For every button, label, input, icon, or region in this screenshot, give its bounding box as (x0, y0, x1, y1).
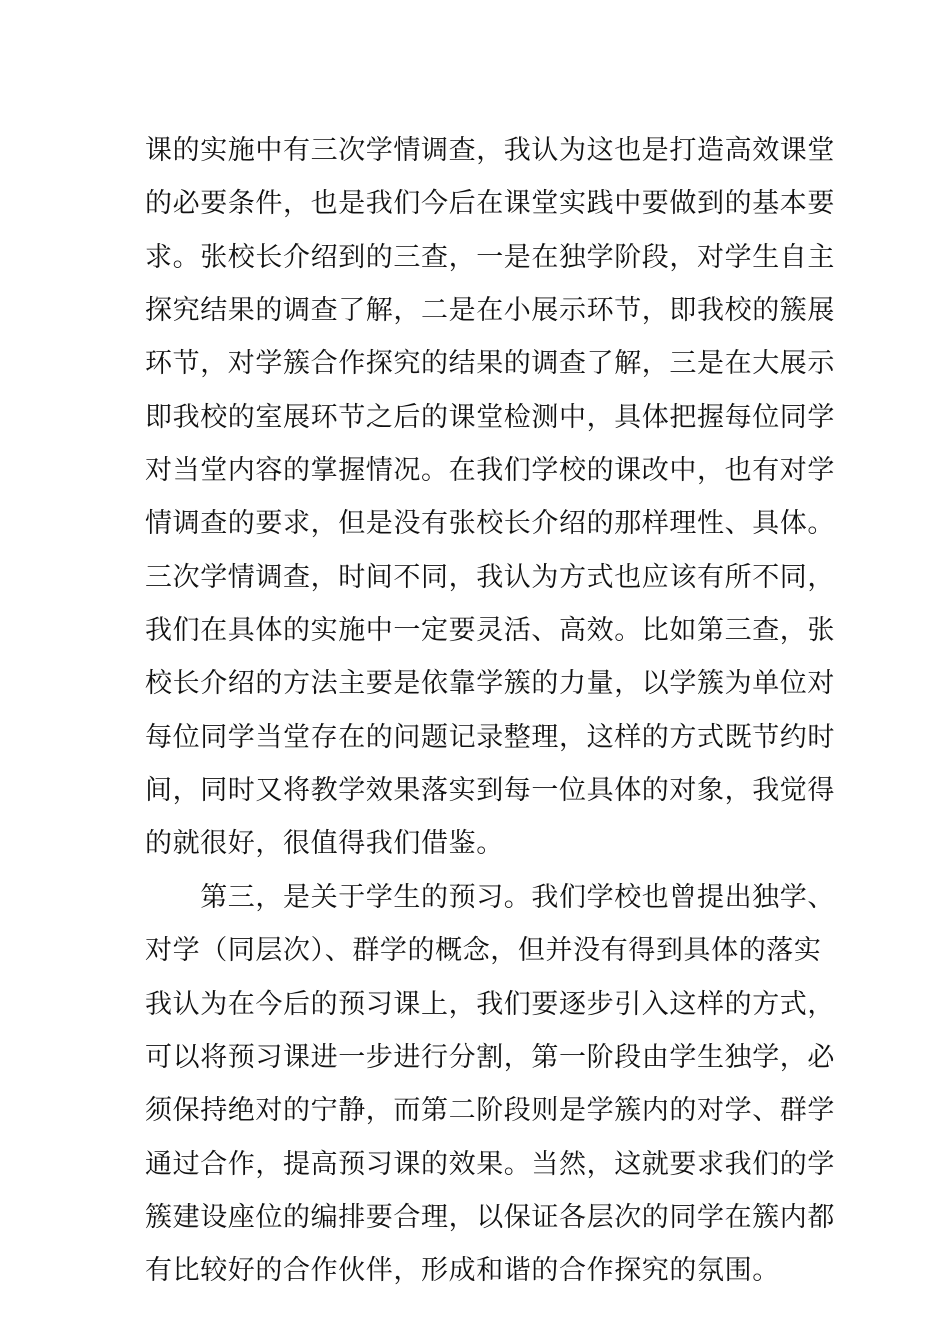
text-line: 的必要条件，也是我们今后在课堂实践中要做到的基本要 (145, 188, 835, 220)
text-line: 环节，对学簇合作探究的结果的调查了解，三是在大展示 (145, 348, 835, 380)
paragraph-start-line: 第三，是关于学生的预习。我们学校也曾提出独学、 (145, 881, 835, 913)
text-line: 须保持绝对的宁静，而第二阶段则是学簇内的对学、群学 (145, 1095, 835, 1127)
text-line: 每位同学当堂存在的问题记录整理，这样的方式既节约时 (145, 721, 835, 753)
text-line: 课的实施中有三次学情调查，我认为这也是打造高效课堂 (145, 135, 835, 166)
text-line: 情调查的要求，但是没有张校长介绍的那样理性、具体。 (145, 508, 835, 540)
text-line: 通过合作，提高预习课的效果。当然，这就要求我们的学 (145, 1148, 835, 1180)
text-line: 的就很好，很值得我们借鉴。 (145, 828, 504, 860)
text-line: 校长介绍的方法主要是依靠学簇的力量，以学簇为单位对 (145, 668, 835, 700)
text-line: 间，同时又将教学效果落实到每一位具体的对象，我觉得 (145, 775, 835, 807)
text-line: 有比较好的合作伙伴，形成和谐的合作探究的氛围。 (145, 1255, 780, 1287)
text-line: 三次学情调查，时间不同，我认为方式也应该有所不同， (145, 561, 835, 593)
text-line: 对学（同层次）、群学的概念，但并没有得到具体的落实 (145, 935, 822, 967)
text-line: 对当堂内容的掌握情况。在我们学校的课改中，也有对学 (145, 455, 835, 487)
text-line: 即我校的室展环节之后的课堂检测中，具体把握每位同学 (145, 401, 835, 433)
text-line: 可以将预习课进一步进行分割，第一阶段由学生独学，必 (145, 1041, 835, 1073)
text-line: 簇建设座位的编排要合理，以保证各层次的同学在簇内都 (145, 1201, 835, 1233)
text-line: 求。张校长介绍到的三查，一是在独学阶段，对学生自主 (145, 241, 835, 273)
text-line: 探究结果的调查了解，二是在小展示环节，即我校的簇展 (145, 295, 835, 327)
text-line: 我们在具体的实施中一定要灵活、高效。比如第三查，张 (145, 615, 835, 647)
text-line: 我认为在今后的预习课上，我们要逐步引入这样的方式， (145, 988, 835, 1020)
body-text (145, 124, 835, 1298)
